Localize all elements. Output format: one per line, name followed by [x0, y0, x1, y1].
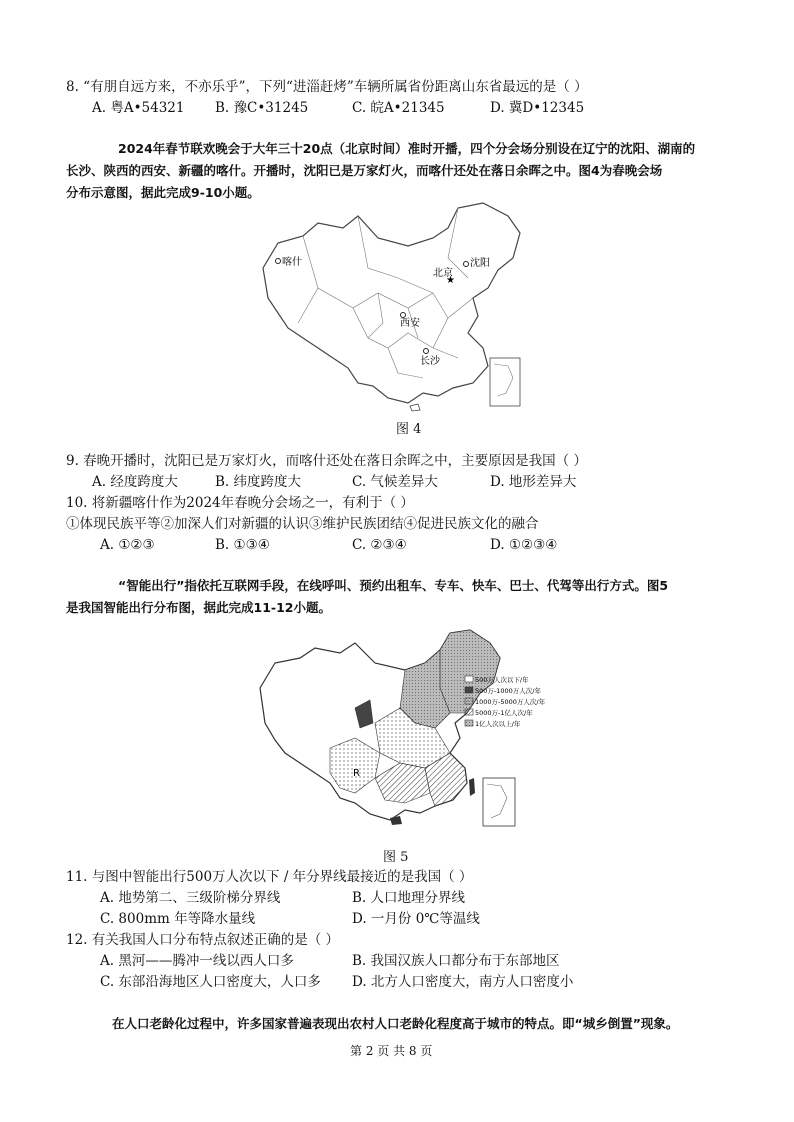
legend-label-1: 500万人次以下/年	[475, 676, 529, 684]
beijing-label: 北京	[433, 268, 453, 279]
q10-statements: ①体现民族平等②加深人们对新疆的认识③维护民族团结④促进民族文化的融合	[66, 516, 539, 532]
q8-option-a: A. 粤A•54321	[92, 100, 185, 116]
changsha-label: 长沙	[420, 356, 440, 367]
q11-option-d: D. 一月份 0℃等温线	[352, 911, 480, 927]
shenyang-marker	[464, 262, 469, 267]
hainan-island	[410, 404, 420, 411]
passage1-line1: 2024年春节联欢晚会于大年三十20点（北京时间）准时开播，四个分会场分别设在辽宁的沈阳、湖南的	[118, 141, 696, 156]
figure5-caption: 图 5	[383, 850, 409, 865]
passage2-line2: 是我国智能出行分布图，据此完成11-12小题。	[66, 600, 331, 615]
xian-marker	[401, 313, 406, 318]
q10-option-a: A. ①②③	[100, 537, 155, 553]
q10-option-b: B. ①③④	[215, 537, 270, 553]
legend-swatch-1	[465, 676, 473, 682]
q11-stem: 11. 与图中智能出行500万人次以下 / 年分界线最接近的是我国（ ）	[66, 869, 473, 885]
legend-label-5: 1亿人次以上/年	[475, 720, 521, 728]
beijing-star-icon: ★	[446, 275, 455, 286]
q10-option-d: D. ①②③④	[490, 537, 558, 553]
passage1-line2: 长沙、陕西的西安、新疆的喀什。开播时，沈阳已是万家灯火，而喀什还处在落日余晖之中。图4为春晚会场	[66, 163, 663, 178]
map2-south-sea-inset	[483, 778, 515, 826]
q12-option-a: A. 黑河——腾冲一线以西人口多	[100, 953, 294, 969]
legend-label-3: 1000万-5000万人次/年	[475, 698, 546, 706]
q10-option-c: C. ②③④	[352, 537, 407, 553]
figure4-caption: 图 4	[396, 422, 422, 437]
legend-swatch-2	[465, 687, 473, 693]
q9-option-b: B. 纬度跨度大	[215, 474, 302, 490]
q8-option-c: C. 皖A•21345	[352, 100, 445, 116]
q9-option-d: D. 地形差异大	[490, 474, 577, 490]
q12-option-c: C. 东部沿海地区人口密度大，人口多	[100, 974, 321, 990]
passage1-line3: 分布示意图，据此完成9-10小题。	[66, 185, 260, 200]
q8-stem: 8. “有朋自远方来，不亦乐乎”，下列“进淄赶烤”车辆所属省份距离山东省最远的是（ ）	[66, 79, 588, 95]
legend-swatch-4	[465, 709, 473, 715]
china-outline	[263, 203, 520, 403]
smart-travel-map-figure5	[255, 628, 546, 838]
legend-label-4: 5000万-1亿人次/年	[475, 709, 533, 717]
taiwan-island	[469, 778, 475, 796]
q9-option-c: C. 气候差异大	[352, 474, 438, 490]
xian-label: 西安	[400, 318, 420, 329]
q11-option-a: A. 地势第二、三级阶梯分界线	[100, 890, 281, 906]
q12-stem: 12. 有关我国人口分布特点叙述正确的是（ ）	[66, 932, 340, 948]
legend-label-2: 500万-1000万人次/年	[475, 687, 541, 695]
kashgar-marker	[276, 259, 281, 264]
q11-option-b: B. 人口地理分界线	[352, 890, 466, 906]
legend-swatch-3	[465, 698, 473, 704]
passage3-line1: 在人口老龄化过程中，许多国家普遍表现出农村人口老龄化程度高于城市的特点。即“城乡倒置”现象。	[112, 1016, 679, 1031]
q12-option-b: B. 我国汉族人口都分布于东部地区	[352, 953, 560, 969]
changsha-marker	[424, 349, 429, 354]
south-sea-inset	[490, 358, 520, 406]
q9-stem: 9. 春晚开播时，沈阳已是万家灯火，而喀什还处在落日余晖之中，主要原因是我国（ ）	[66, 453, 587, 469]
region-label-r: R	[353, 768, 360, 779]
passage2-line1: “智能出行”指依托互联网手段，在线呼叫、预约出租车、专车、快车、巴士、代驾等出行方式。图5	[118, 578, 669, 593]
china-map-figure4	[258, 198, 528, 413]
q9-option-a: A. 经度跨度大	[92, 474, 178, 490]
q11-option-c: C. 800mm 年等降水量线	[100, 911, 256, 927]
q10-stem: 10. 将新疆喀什作为2024年春晚分会场之一，有利于（ ）	[66, 495, 414, 511]
legend-swatch-5	[465, 720, 473, 726]
q12-option-d: D. 北方人口密度大，南方人口密度小	[352, 974, 574, 990]
kashgar-label: 喀什	[282, 257, 302, 268]
q8-option-d: D. 冀D•12345	[490, 100, 585, 116]
q8-option-b: B. 豫C•31245	[215, 100, 309, 116]
shenyang-label: 沈阳	[470, 258, 490, 269]
page-footer: 第 2 页 共 8 页	[350, 1044, 433, 1058]
